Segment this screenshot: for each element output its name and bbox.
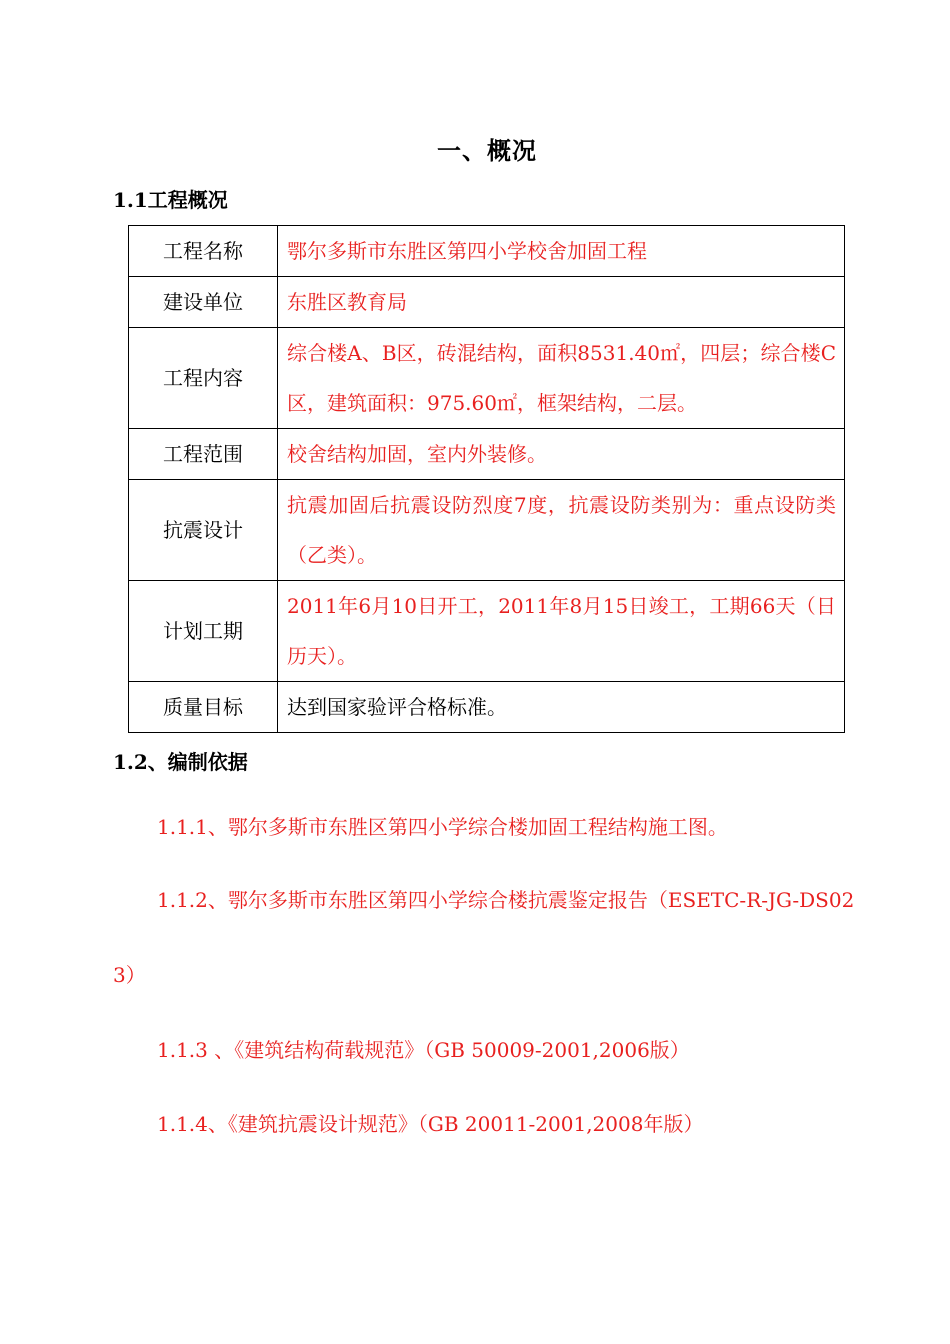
row-label: 计划工期 — [129, 581, 278, 682]
row-value: 校舍结构加固，室内外装修。 — [278, 429, 845, 480]
basis-item: 1.1.4、《建筑抗震设计规范》（GB 20011-2001,2008年版） — [157, 1112, 704, 1136]
row-label: 质量目标 — [129, 682, 278, 733]
row-value: 抗震加固后抗震设防烈度7度，抗震设防类别为：重点设防类（乙类）。 — [278, 480, 845, 581]
table-row — [129, 277, 845, 328]
row-label: 工程范围 — [129, 429, 278, 480]
row-label: 工程内容 — [129, 328, 278, 429]
table-row — [129, 581, 845, 682]
section-heading-compilation-basis: 1.2、编制依据 — [113, 750, 248, 774]
basis-item: 1.1.2、鄂尔多斯市东胜区第四小学综合楼抗震鉴定报告（ESETC-R-JG-DS023） — [113, 888, 855, 987]
section-heading-project-overview: 1.1工程概况 — [113, 188, 228, 212]
row-value: 鄂尔多斯市东胜区第四小学校舍加固工程 — [278, 226, 845, 277]
row-value: 东胜区教育局 — [278, 277, 845, 328]
basis-item: 1.1.1、鄂尔多斯市东胜区第四小学综合楼加固工程结构施工图。 — [157, 815, 728, 839]
table-row — [129, 226, 845, 277]
row-value: 综合楼A、B区，砖混结构，面积8531.40㎡，四层；综合楼C区，建筑面积：975.60㎡，框架结构，二层。 — [278, 328, 845, 429]
table-row — [129, 429, 845, 480]
row-value: 达到国家验评合格标准。 — [278, 682, 845, 733]
chapter-title: 一、概况 — [437, 136, 537, 165]
table-row — [129, 480, 845, 581]
row-label: 建设单位 — [129, 277, 278, 328]
table-row — [129, 682, 845, 733]
row-value: 2011年6月10日开工，2011年8月15日竣工，工期66天（日历天）。 — [278, 581, 845, 682]
table-row — [129, 328, 845, 429]
basis-item: 1.1.3 、《建筑结构荷载规范》（GB 50009-2001,2006版） — [157, 1038, 690, 1062]
project-overview-table — [128, 225, 845, 733]
row-label: 工程名称 — [129, 226, 278, 277]
row-label: 抗震设计 — [129, 480, 278, 581]
